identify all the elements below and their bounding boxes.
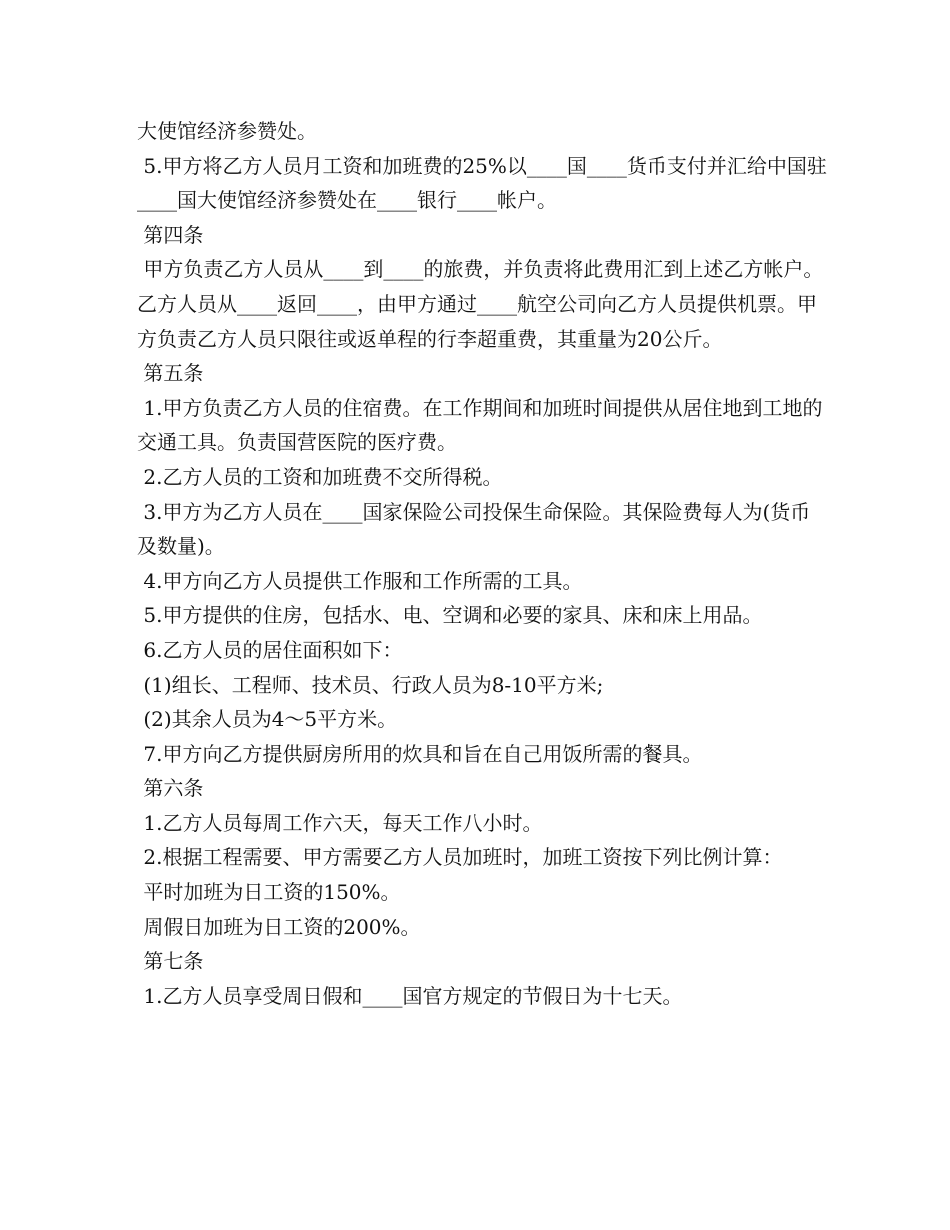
paragraph: 大使馆经济参赞处。 <box>137 119 317 143</box>
paragraph: 4.甲方向乙方人员提供工作服和工作所需的工具。 <box>137 568 583 593</box>
paragraph: 周假日加班为日工资的200%。 <box>137 914 421 939</box>
paragraph: 甲方负责乙方人员从____到____的旅费，并负责将此费用汇到上述乙方帐户。乙方人员从____返回____，由甲方通过____航空公司向乙方人员提供机票。甲方负责乙方人员只限往或返单程的行李超重费，其重量为20公斤。 <box>137 257 824 351</box>
paragraph: 5.甲方提供的住房，包括水、电、空调和必要的家具、床和床上用品。 <box>137 603 763 628</box>
paragraph: 2.乙方人员的工资和加班费不交所得税。 <box>137 464 503 489</box>
paragraph: 3.甲方为乙方人员在____国家保险公司投保生命保险。其保险费每人为(货币及数量)。 <box>137 499 811 559</box>
document-body <box>137 114 827 1013</box>
section-heading: 第六条 <box>137 776 204 801</box>
paragraph: 2.根据工程需要、甲方需要乙方人员加班时，加班工资按下列比例计算： <box>137 845 783 870</box>
paragraph: 5.甲方将乙方人员月工资和加班费的25%以____国____货币支付并汇给中国驻____国大使馆经济参赞处在____银行____帐户。 <box>137 153 827 213</box>
paragraph: 1.甲方负责乙方人员的住宿费。在工作期间和加班时间提供从居住地到工地的交通工具。负责国营医院的医疗费。 <box>137 395 823 455</box>
section-heading: 第四条 <box>137 222 204 247</box>
paragraph: (2)其余人员为4～5平方米。 <box>137 707 398 732</box>
paragraph: 平时加班为日工资的150%。 <box>137 880 401 905</box>
paragraph: 1.乙方人员享受周日假和____国官方规定的节假日为十七天。 <box>137 983 683 1008</box>
section-heading: 第七条 <box>137 949 204 974</box>
paragraph: 1.乙方人员每周工作六天，每天工作八小时。 <box>137 810 543 835</box>
paragraph: 6.乙方人员的居住面积如下： <box>137 637 403 662</box>
paragraph: 7.甲方向乙方提供厨房所用的炊具和旨在自己用饭所需的餐具。 <box>137 741 703 766</box>
paragraph: (1)组长、工程师、技术员、行政人员为8-10平方米; <box>137 672 604 697</box>
section-heading: 第五条 <box>137 361 204 386</box>
